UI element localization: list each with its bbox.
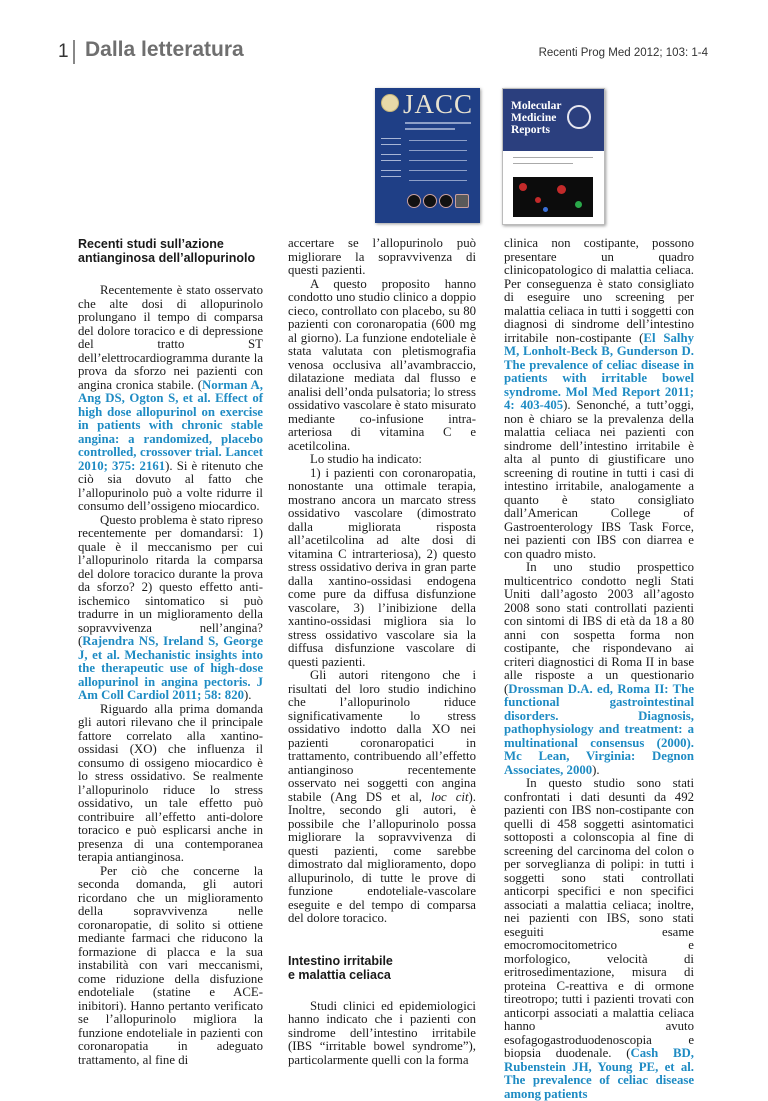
reference-link[interactable]: El Salhy M, Lonholt-Beck B, Gunderson D. The prevalence of celiac disease in patients with irritable bowel syndrome. Mol Med Report 2011; 4: 403-405	[504, 330, 694, 412]
cover-rule	[381, 170, 401, 171]
header-divider	[73, 40, 75, 64]
micrograph-cell	[535, 197, 541, 203]
reference-link[interactable]: Rajendra NS, Ireland S, George J, et al. Mechanistic insights into the therapeutic use of high-dose allopurinol in angina pectoris. J Am Coll Cardiol 2011; 58: 820	[78, 634, 263, 702]
cover-figure	[407, 194, 421, 208]
paragraph	[504, 777, 694, 1101]
cover-rule	[381, 154, 401, 155]
citation-abbrev: loc cit	[431, 789, 469, 804]
mmr-emblem-icon	[567, 105, 591, 129]
paragraph-text: ). Inoltre, secondo gli autori, è possibile che l’allopurinolo possa migliorare la sopravvivenza di questi pazienti, come sarebbe dimostrato dal miglioramento, dopo allupurinolo, di tutte le prove di funzione endoteliale-vascolare eseguite e del tempo di comparsa del dolore toracico.	[288, 789, 477, 925]
mmr-title-line: Molecular	[511, 100, 562, 112]
micrograph-cell	[557, 185, 566, 194]
paragraph: Riguardo alla prima domanda gli autori rilevano che il principale fattore correlato alla xantino-ossidasi (XO) che influenza il consumo di ossigeno miocardico è lo stress ossidativo. Se realmente l’allopurinolo riduce lo stress ossidativo, un tale effetto può contribuire all’effetto anti-dolore toracico e può esplicarsi anche in presenza di una contemporanea terapia antianginosa.	[78, 701, 263, 864]
micrograph-cell	[519, 183, 527, 191]
cover-micrograph	[513, 177, 593, 217]
jacc-cover-title: JACC	[403, 89, 474, 119]
cover-figure	[439, 194, 453, 208]
page-number: 1	[58, 41, 69, 62]
cover-rule	[409, 170, 467, 171]
article-heading	[288, 954, 476, 982]
paragraph-text: Gli autori ritengono che i risultati del loro studio indichino che l’allopurinolo riduce significativamente lo stress ossidativo indotto dalla XO nei pazienti coronaropatici in trattamento, contribuendo all’effetto antianginoso recentemente osservato nei soggetti con angina stabile (Ang DS et al,	[288, 668, 476, 804]
cover-rule	[381, 144, 401, 145]
jacc-cover-image	[375, 88, 480, 223]
paragraph: Studi clinici ed epidemiologici hanno indicato che i pazienti con sindrome dell’intestino irritabile (IBS “irritable bowel syndrome”), particolarmente quelli con la forma	[288, 998, 476, 1067]
text-column-1	[78, 237, 263, 1067]
paragraph: Lo studio ha indicato:	[310, 452, 422, 466]
paragraph-text: Questo problema è stato ripreso recentemente per domandarsi: 1) quale è il meccanismo per cui l’allopurinolo ritarda la comparsa del dolore toracico durante la prova da sforzo? 2) questo effetto anti-ischemico sintomatico si può tradurre in un miglioramento della sopravvivenza nell’angina? (	[78, 512, 263, 648]
micrograph-cell	[575, 201, 582, 208]
section-title: Dalla letteratura	[85, 38, 244, 61]
paragraph	[504, 237, 694, 561]
cover-figure	[423, 194, 437, 208]
heading-line: Recenti studi sull’azione	[78, 237, 224, 251]
cover-rule	[409, 140, 467, 141]
paragraph-text: ). Si è ritenuto che ciò sia dovuto al fatto che l’allopurinolo può a volte ridurre il consumo dell’ossigeno miocardico.	[78, 458, 264, 513]
paragraph	[78, 284, 263, 514]
paragraph-text: In uno studio prospettico multicentrico condotto negli Stati Uniti dall’agosto 2003 all’agosto 2008 sono stati controllati pazienti con sintomi di IBS di età da 18 a 80 anni con sospetta forma non costipante, che rispondevano ai criteri diagnostici di Roma II in base alle risposte a un questionario (	[504, 560, 694, 696]
paragraph	[78, 514, 263, 703]
paragraph: A questo proposito hanno condotto uno studio clinico a doppio cieco, controllato con placebo, su 80 pazienti con coronaropatia (600 mg al giorno). La funzione endoteliale è stata valutata con pletismografia venosa occlusiva all’avambraccio, dilatazione mediata dal flusso e analisi dell’onda pulsatoria; lo stress ossidativo vascolare è stato misurato mediante co-infusione intra-arteriosa di vitamina C e acetilcolina.	[288, 276, 476, 453]
journal-citation: Recenti Prog Med 2012; 103: 1-4	[538, 47, 708, 59]
paragraph	[288, 669, 476, 926]
cover-rule	[405, 122, 471, 124]
cover-rule	[381, 160, 401, 161]
paragraph: Per ciò che concerne la seconda domanda, gli autori ricordano che un miglioramento della sopravvivenza nelle coronaropatie, di solito si ottiene mediante farmaci che riducono la formazione di placca e la sua instabilità con vari meccanismi, come riduzione della disfuzione endoteliale (statine e ACE-inibitori). Hanno pertanto verificato se l’allopurinolo migliora la funzione endoteliale in pazienti con coronaropatia in adeguato trattamento, al fine di	[78, 863, 263, 1067]
mmr-cover-image	[502, 88, 605, 225]
text-column-3	[504, 237, 694, 1101]
cover-figure	[455, 194, 469, 208]
paragraph: 1) i pazienti con coronaropatia, nonostante una ottimale terapia, mostrano ancora un marcato stress ossidativo vascolare (dimostrato dalla migliorata risposta all’acetilcolina ad alte dosi di vitamina C intrarteriosa), 2) questo stress ossidativo deriva in gran parte dalla xantino-ossidasi endogena come pure da diffusa disfunzione vascolare, 3) l’inibizione della xantino-ossidasi migliora sia lo stress ossidativo vascolare sia la diffusa disfunzione vascolare di questi pazienti.	[288, 465, 476, 669]
cover-rule	[513, 157, 593, 158]
cover-rule	[409, 180, 467, 181]
cover-rule	[405, 128, 455, 130]
paragraph-text: clinica non costipante, possono presentare un quadro clinicopatologico di malattia celiaca. Per conseguenza è stato consigliato di eseguire uno screening per malattia celiaca in tutti i soggetti con diagnosi di sindrome dell’intestino irritabile non-costipante (	[504, 236, 694, 345]
heading-line: e malattia celiaca	[288, 967, 391, 982]
article-heading	[78, 237, 263, 265]
heading-line: antianginosa dell’allopurinolo	[78, 251, 256, 265]
paragraph	[504, 561, 694, 777]
micrograph-cell	[543, 207, 548, 212]
paragraph-text: Recentemente è stato osservato che alte dosi di allopurinolo prolungano il tempo di comparsa del dolore toracico e di depressione del tratto ST dell’elettrocardiogramma durante la prova da sforzo nei pazienti con angina cronica stabile. (	[78, 283, 263, 392]
jacc-seal-icon	[381, 94, 399, 112]
cover-rule	[409, 150, 467, 151]
reference-link[interactable]: Drossman D.A. ed, Roma II: The functional gastrointestinal disorders. Diagnosis, pathophysiology and treatment: a multinational consensus (2000). Mc Lean, Virginia: Degnon Associates, 2000	[504, 681, 694, 777]
paragraph: accertare se l’allopurinolo può migliorare la sopravvivenza di questi pazienti.	[288, 236, 476, 277]
cover-rule	[513, 163, 573, 164]
mmr-title-line: Reports	[511, 124, 550, 136]
text-column-2	[288, 237, 476, 1067]
mmr-cover-title	[511, 100, 561, 136]
paragraph-text: ). Senonché, a tutt’oggi, non è chiaro se la prevalenza della malattia celiaca nei pazienti con sindrome dell’intestino irritabile è alta al punto di giustificare uno screening di routine in tutti i casi di intestino irritabile, analogamente a quanto è stato consigliato dall’American College of Gastroenterology IBS Task Force, nei pazienti con IBS con diarrea e con quadro misto.	[504, 398, 694, 561]
mmr-title-line: Medicine	[511, 112, 557, 124]
cover-rule	[381, 176, 401, 177]
reference-link[interactable]: Cash BD, Rubenstein JH, Young PE, et al. The prevalence of celiac disease among patients	[504, 1046, 694, 1101]
heading-line: Intestino irritabile	[288, 953, 393, 968]
cover-rule	[381, 138, 401, 139]
page-header	[58, 38, 708, 68]
paragraph-text: ).	[244, 688, 252, 702]
reference-link[interactable]: Norman A, Ang DS, Ogton S, et al. Effect of high dose allopurinol on exercise in patients with chronic stable angina: a randomized, placebo controlled, crossover trial. Lancet 2010; 375: 2161	[78, 377, 263, 473]
paragraph-text: In questo studio sono stati confrontati i dati desunti da 492 pazienti con IBS non-costipante con quelli di 458 soggetti asintomatici sottoposti a colonscopia al fine di screening del carcinoma del colon o per sorveglianza di polipi: in tutti i soggetti sono stati controllati anticorpi specifici e non specifici associati a malattia celiaca; inoltre, nei pazienti con IBS, sono stati eseguiti esame emocromocitometrico e morfologico, velocità di eritrosedimentazione, misura di proteina C-reattiva e di ormone tireotropo; tutti i pazienti trovati con anticorpi associati a malattia celiaca hanno avuto esofagogastroduodenoscopia e biopsia duodenale. (	[504, 776, 694, 1060]
cover-rule	[409, 160, 467, 161]
paragraph-text: ).	[592, 762, 600, 777]
